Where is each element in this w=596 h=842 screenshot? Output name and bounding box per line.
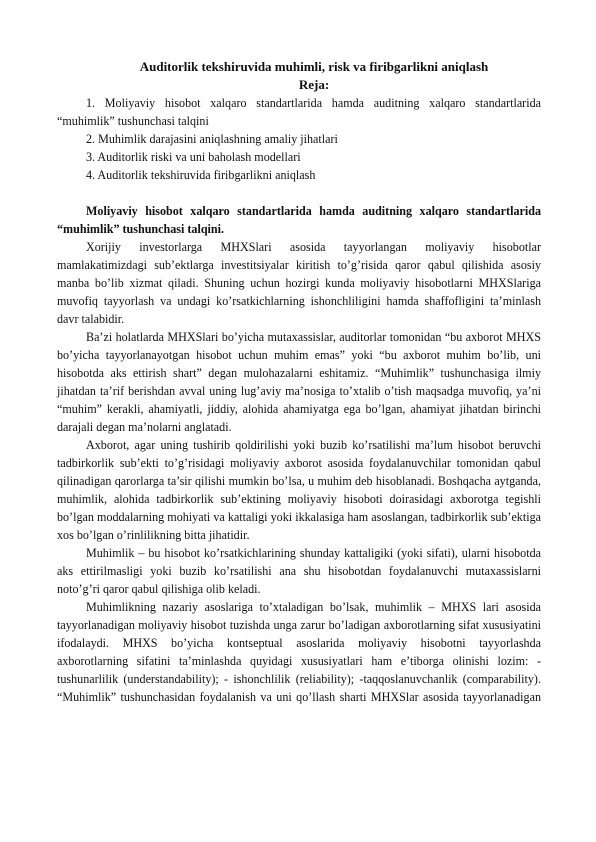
document-title: Auditorlik tekshiruvida muhimli, risk va firibgarlikni aniqlash — [139, 59, 489, 74]
document-page — [57, 58, 541, 706]
plan-item: 2. Muhimlik darajasini aniqlashning amaliy jihatlari — [86, 132, 338, 146]
body-paragraph: Muhimlik – bu hisobot ko’rsatkichlarining shunday kattaligiki (yoki sifati), ularni hisobotda aks ettirilmasligi yoki buzib ko’rsatilishi ana shu hisobotdan foydalanuvchi mutaxassislarni noto’g’ri qaror qabul qilishiga olib keladi. — [57, 546, 541, 596]
body-paragraph: Ba’zi holatlarda MHXSlari bo’yicha mutaxassislar, auditorlar tomonidan “bu axborot MHXS bo’yicha tayyorlanayotgan hisobot uchun muhim emas” yoki “bu axborot muhim bo’lib, uni hisobotda aks ettirish shart” degan mulohazalarni eshitamiz. “Muhimlik” tushunchasiga ilmiy jihatdan ta’rif berishdan avval uning lug’aviy ma’nosiga to’xtalib o’tish maqsadga muvofiq, ya’ni “muhim” kerakli, ahamiyatli, jiddiy, alohida ahamiyatga ega bo’lgan, ahamiyat jihatdan birinchi darajali degan ma’nolarni anglatadi. — [57, 330, 541, 434]
body-paragraph: Xorijiy investorlarga MHXSlari asosida tayyorlangan moliyaviy hisobotlar mamlakatimizdagi sub’ektlarga investitsiyalar kiritish to’g’risida qaror qabul qilishida asosiy manba bo’lib xizmat qiladi. Shuning uchun hozirgi kunda moliyaviy hisobotlarni MHXSlariga muvofiq tayyorlash va undagi ko’rsatkichlarning ishonchliligini hamda shaffofligini ta’minlash davr talabidir. — [57, 240, 541, 326]
plan-list — [57, 94, 541, 184]
spacer — [57, 184, 541, 202]
plan-item: 1. Moliyaviy hisobot xalqaro standartlarida hamda auditning xalqaro standartlarida “muhimlik” tushunchasi talqini — [57, 96, 541, 128]
plan-item: 3. Auditorlik riski va uni baholash modellari — [86, 150, 301, 164]
section-heading: Moliyaviy hisobot xalqaro standartlarida hamda auditning xalqaro standartlarida “muhimlik” tushunchasi talqini. — [57, 204, 541, 236]
body-paragraph: Muhimlikning nazariy asoslariga to’xtaladigan bo’lsak, muhimlik – MHXS lari asosida tayyorlanadigan moliyaviy hisobot tuzishda unga zarur bo’ladigan axborotlarning sifat xususiyatini ifodalaydi. MHXS bo’yicha kontseptual asoslarida moliyaviy hisobotni tayyorlashda axborotlarning sifatini ta’minlashda quyidagi xususiyatlari ham e’tiborga olinishi lozim: - tushunarlilik (understandability); - ishonchlilik (reliability); -taqqoslanuvchanlik (comparability). “Muhimlik” tushunchasidan foydalanish va uni qo’llash sharti MHXSlar asosida tayyorlanadigan — [57, 600, 541, 704]
plan-item: 4. Auditorlik tekshiruvida firibgarlikni aniqlash — [86, 168, 316, 182]
plan-heading: Reja: — [298, 77, 330, 92]
body-paragraph: Axborot, agar uning tushirib qoldirilishi yoki buzib ko’rsatilishi ma’lum hisobot beruvchi tadbirkorlik sub’ekti to’g’risidagi moliyaviy axborot asosida foydalanuvchilar tomonidan qabul qilinadigan qarorlarga ta’sir qilishi mumkin bo’lsa, u muhim deb hisoblanadi. Boshqacha aytganda, muhimlik, alohida tadbirkorlik sub’ektining moliyaviy hisoboti doirasidagi axborotga tegishli bo’lgan moddalarning mohiyati va kattaligi yoki ikkalasiga ham asoslangan, tadbirkorlik sub’ektiga xos bo’lgan o’rinlilikning bitta jihatidir. — [57, 438, 541, 542]
